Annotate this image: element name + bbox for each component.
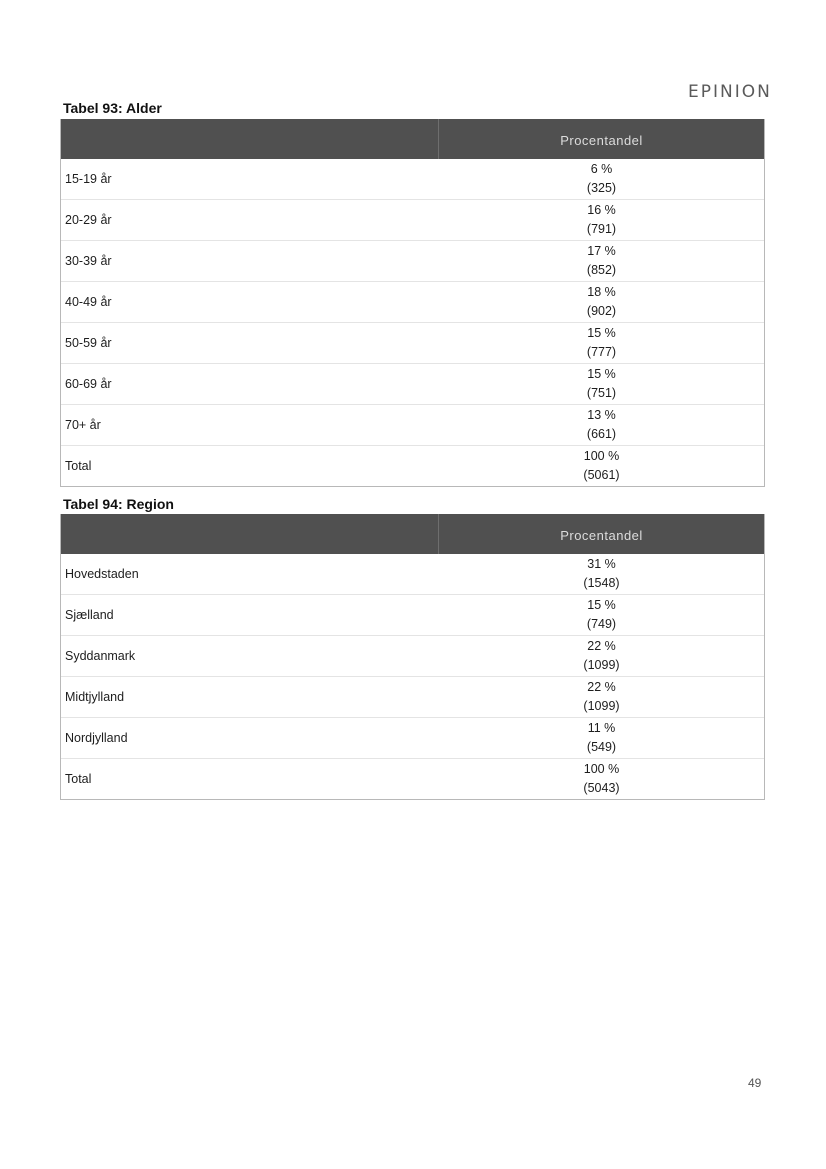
row-percent: 15 % xyxy=(587,367,616,381)
row-label: 70+ år xyxy=(65,418,101,432)
row-percent: 18 % xyxy=(587,285,616,299)
table-row-total xyxy=(61,445,764,486)
row-value xyxy=(439,364,764,404)
row-label: Syddanmark xyxy=(65,649,136,663)
row-label: 40-49 år xyxy=(65,295,112,309)
header-empty-cell xyxy=(61,514,439,554)
row-label: 15-19 år xyxy=(65,172,112,186)
row-count: (791) xyxy=(586,222,617,236)
page-number: 49 xyxy=(748,1076,762,1090)
table-row xyxy=(61,635,764,676)
row-label: 30-39 år xyxy=(65,254,112,268)
header-procentandel: Procentandel xyxy=(560,132,643,148)
row-label: 50-59 år xyxy=(65,336,112,350)
row-value xyxy=(439,759,764,799)
row-value xyxy=(439,241,764,281)
row-count: (852) xyxy=(586,263,617,277)
row-percent: 6 % xyxy=(590,162,613,176)
row-count: (902) xyxy=(586,304,617,318)
row-count: (1548) xyxy=(583,576,620,590)
table-row xyxy=(61,594,764,635)
row-label: Nordjylland xyxy=(65,731,128,745)
row-count: (5043) xyxy=(583,781,620,795)
row-percent: 22 % xyxy=(587,639,616,653)
table-94-header xyxy=(61,514,764,554)
row-value xyxy=(439,554,764,594)
table-93-header xyxy=(61,119,764,159)
table-row xyxy=(61,717,764,758)
row-label: Sjælland xyxy=(65,608,114,622)
row-value xyxy=(439,677,764,717)
row-label: Midtjylland xyxy=(65,690,125,704)
row-value xyxy=(439,323,764,363)
row-count: (751) xyxy=(586,386,617,400)
row-value xyxy=(439,159,764,199)
row-label: Total xyxy=(65,772,92,786)
row-percent: 22 % xyxy=(587,680,616,694)
row-percent: 31 % xyxy=(587,557,616,571)
row-percent: 100 % xyxy=(583,449,620,463)
table-94 xyxy=(60,514,765,800)
row-label: Hovedstaden xyxy=(65,567,139,581)
row-label: 20-29 år xyxy=(65,213,112,227)
row-label: 60-69 år xyxy=(65,377,112,391)
table-row xyxy=(61,676,764,717)
header-procentandel: Procentandel xyxy=(560,527,643,543)
row-percent: 15 % xyxy=(587,326,616,340)
table-93 xyxy=(60,119,765,487)
row-percent: 13 % xyxy=(587,408,616,422)
table-93-title: Tabel 93: Alder xyxy=(63,100,162,116)
header-empty-cell xyxy=(61,119,439,159)
table-row xyxy=(61,199,764,240)
row-value xyxy=(439,636,764,676)
table-row-total xyxy=(61,758,764,799)
row-percent: 16 % xyxy=(587,203,616,217)
row-value xyxy=(439,200,764,240)
row-percent: 100 % xyxy=(583,762,620,776)
table-94-body xyxy=(61,554,764,799)
table-93-body xyxy=(61,159,764,486)
table-row xyxy=(61,554,764,594)
table-94-title: Tabel 94: Region xyxy=(63,496,174,512)
row-value xyxy=(439,405,764,445)
row-count: (661) xyxy=(586,427,617,441)
row-count: (549) xyxy=(586,740,617,754)
row-label: Total xyxy=(65,459,92,473)
row-count: (1099) xyxy=(583,658,620,672)
table-row xyxy=(61,281,764,322)
row-value xyxy=(439,718,764,758)
row-value xyxy=(439,282,764,322)
row-percent: 15 % xyxy=(587,598,616,612)
table-row xyxy=(61,322,764,363)
row-count: (749) xyxy=(586,617,617,631)
table-row xyxy=(61,404,764,445)
table-row xyxy=(61,240,764,281)
row-value xyxy=(439,446,764,486)
epinion-logo: EPINION xyxy=(688,82,772,102)
table-row xyxy=(61,159,764,199)
row-percent: 11 % xyxy=(587,721,616,735)
row-percent: 17 % xyxy=(587,244,616,258)
row-count: (1099) xyxy=(583,699,620,713)
row-count: (5061) xyxy=(583,468,620,482)
row-count: (325) xyxy=(586,181,617,195)
row-value xyxy=(439,595,764,635)
table-row xyxy=(61,363,764,404)
row-count: (777) xyxy=(586,345,617,359)
